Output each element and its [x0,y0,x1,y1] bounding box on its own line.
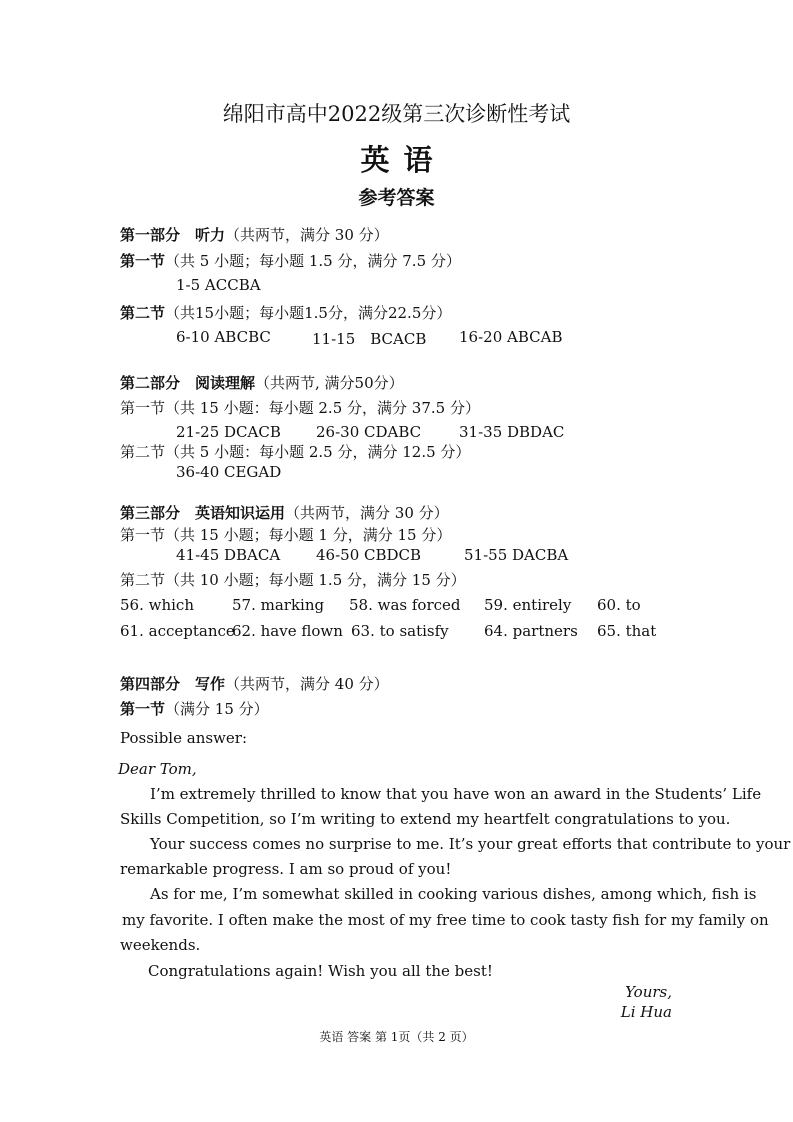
part1-heading [120,224,389,245]
part4-section1-label: 第一节 [120,700,166,718]
part2-heading [120,372,404,393]
part2-heading-note: （共两节, 满分50分） [255,374,404,392]
exam-title: 绵阳市高中2022级第三次诊断性考试 [222,102,571,126]
page-footer: 英语 答案 第 1页（共 2 页） [319,1030,474,1044]
answer-group: 51-55 DACBA [464,546,569,564]
part2-section1: 第一节（共 15 小题：每小题 2.5 分，满分 37.5 分） [120,399,480,417]
part1-section2 [120,302,451,323]
fill-blank-answer: 60. to [597,596,641,614]
answer-key-subtitle: 参考答案 [358,187,435,209]
answer-group: 1-5 ACCBA [176,276,261,294]
fill-blank-answer: 61. acceptance [120,622,235,640]
letter-paragraph-line: Skills Competition, so I’m writing to extend my heartfelt congratulations to you. [120,810,731,828]
fill-blank-answer: 59. entirely [484,596,572,614]
answer-group: 16-20 ABCAB [459,328,563,346]
part1-section1 [120,250,461,271]
possible-answer-label: Possible answer: [120,729,247,747]
letter-paragraph-line: Congratulations again! Wish you all the best! [148,962,493,980]
letter-paragraph-line: I’m extremely thrilled to know that you have won an award in the Students’ Life [150,785,762,803]
fill-blank-answer: 58. was forced [349,596,461,614]
part4-heading-note: （共两节，满分 40 分） [225,675,389,693]
part4-section1-note: （满分 15 分） [165,700,269,718]
answer-group: 21-25 DCACB [176,423,281,441]
part1-section1-label: 第一节 [120,252,166,270]
fill-blank-answer: 56. which [120,596,194,614]
part4-heading [120,673,389,694]
answer-group: 41-45 DBACA [176,546,281,564]
letter-paragraph-line: my favorite. I often make the most of my free time to cook tasty fish for my family on [122,911,769,929]
fill-blank-answer: 57. marking [232,596,325,614]
part3-heading-note: （共两节，满分 30 分） [285,504,449,522]
answer-group: 36-40 CEGAD [176,463,282,481]
part3-section1: 第一节（共 15 小题；每小题 1 分，满分 15 分） [120,526,452,544]
letter-paragraph-line: Your success comes no surprise to me. It’s your great efforts that contribute to your [150,835,791,853]
letter-signature: Li Hua [620,1003,672,1021]
part4-section1 [120,698,269,719]
letter-salutation: Dear Tom, [118,760,197,778]
answer-group: 11-15 BCACB [312,330,427,348]
answer-group: 46-50 CBDCB [316,546,422,564]
part1-section1-note: （共 5 小题；每小题 1.5 分，满分 7.5 分） [165,252,461,270]
part2-section2: 第二节（共 5 小题：每小题 2.5 分，满分 12.5 分） [120,443,471,461]
answer-group: 26-30 CDABC [316,423,422,441]
part1-section2-label: 第二节 [120,304,166,322]
part3-section2: 第二节（共 10 小题；每小题 1.5 分，满分 15 分） [120,571,466,589]
part4-heading-label: 第四部分 写作 [120,675,226,693]
part1-section2-note: （共15小题；每小题1.5分，满分22.5分） [165,304,452,322]
answer-group: 6-10 ABCBC [176,328,271,346]
fill-blank-answer: 63. to satisfy [351,622,449,640]
part1-heading-note: （共两节，满分 30 分） [225,226,389,244]
letter-closing: Yours, [625,983,672,1001]
letter-paragraph-line: weekends. [120,936,201,954]
fill-blank-answer: 62. have flown [232,622,343,640]
answer-group: 31-35 DBDAC [459,423,565,441]
part2-heading-label: 第二部分 阅读理解 [120,374,256,392]
part1-heading-label: 第一部分 听力 [120,226,226,244]
subject-title: 英语 [360,143,447,177]
fill-blank-answer: 64. partners [484,622,578,640]
letter-paragraph-line: As for me, I’m somewhat skilled in cooking various dishes, among which, fish is [150,885,757,903]
part3-heading-label: 第三部分 英语知识运用 [120,504,286,522]
part3-heading [120,502,449,523]
letter-paragraph-line: remarkable progress. I am so proud of you! [120,860,452,878]
fill-blank-answer: 65. that [597,622,657,640]
